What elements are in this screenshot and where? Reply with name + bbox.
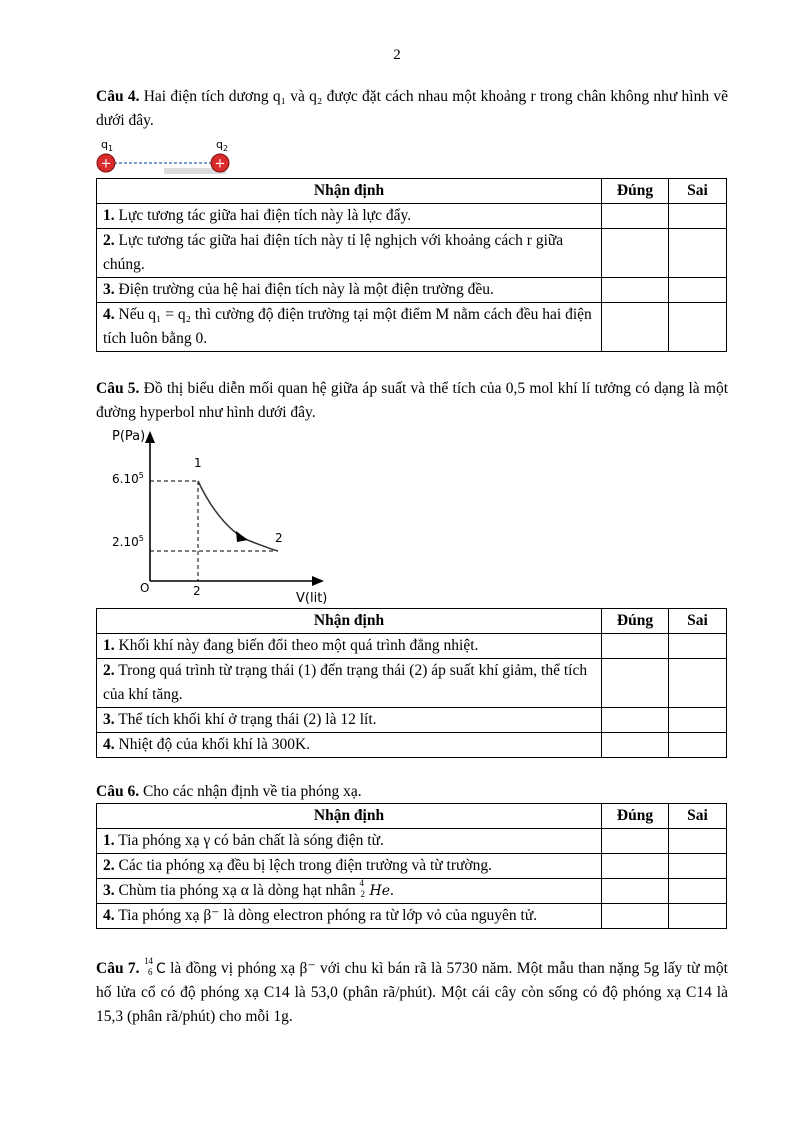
question-6-table (96, 803, 727, 929)
statement-cell: 4. Tia phóng xạ β⁻ là dòng electron phóng ra từ lớp vỏ của nguyên tử. (97, 904, 602, 929)
y-tick-high: 6.10$^5$ (112, 471, 144, 486)
question-7-label: Câu 7. (96, 960, 140, 977)
header-false: Sai (669, 179, 727, 204)
false-checkbox-cell[interactable] (669, 634, 727, 659)
false-checkbox-cell[interactable] (669, 659, 727, 708)
table-row (97, 708, 727, 733)
table-header-row (97, 804, 727, 829)
charge-q1-plus: + (100, 156, 112, 172)
question-6-body: Cho các nhận định về tia phóng xạ. (139, 783, 362, 800)
header-false: Sai (669, 804, 727, 829)
charge-q2-label: $q_2$ (216, 138, 229, 153)
statement-cell: 2. Các tia phóng xạ đều bị lệch trong điện trường và từ trường. (97, 854, 602, 879)
statement-cell: 4. Nhiệt độ của khối khí là 300K. (97, 733, 602, 758)
false-checkbox-cell[interactable] (669, 829, 727, 854)
statement-cell: 1. Lực tương tác giữa hai điện tích này là lực đẩy. (97, 204, 602, 229)
state-1-label: 1 (194, 456, 202, 470)
x-tick: 2 (193, 584, 201, 598)
table-row (97, 278, 727, 303)
false-checkbox-cell[interactable] (669, 229, 727, 278)
statement-cell: 1. Tia phóng xạ γ có bản chất là sóng điện từ. (97, 829, 602, 854)
header-statement: Nhận định (97, 609, 602, 634)
direction-arrow-icon (236, 531, 248, 542)
header-statement: Nhận định (97, 804, 602, 829)
table-row (97, 634, 727, 659)
question-4-label: Câu 4. (96, 88, 140, 105)
x-axis-arrow-icon (312, 576, 324, 586)
statement-cell: 1. Khối khí này đang biến đổi theo một quá trình đẳng nhiệt. (97, 634, 602, 659)
origin-label: O (140, 581, 150, 595)
question-4-text (96, 85, 728, 133)
true-checkbox-cell[interactable] (602, 278, 669, 303)
statement-cell: 4. Nếu q₁ = q₂ thì cường độ điện trường tại một điểm M nằm cách đều hai điện tích luôn bằng 0. (97, 303, 602, 352)
pv-graph (100, 425, 360, 607)
carbon-14-nuclide: 14 6 (143, 956, 153, 977)
table-row (97, 854, 727, 879)
table-row (97, 204, 727, 229)
question-6-text (96, 780, 728, 804)
false-checkbox-cell[interactable] (669, 278, 727, 303)
question-5-body: Đồ thị biểu diễn mối quan hệ giữa áp suất và thể tích của 0,5 mol khí lí tưởng có dạng là một đường hyperbol như hình dưới đây. (96, 380, 728, 421)
header-true: Đúng (602, 609, 669, 634)
y-tick-low: 2.10$^5$ (112, 534, 144, 549)
table-row (97, 303, 727, 352)
state-2-label: 2 (275, 531, 283, 545)
page-number: 2 (393, 47, 401, 63)
table-row (97, 879, 727, 904)
statement-cell: 2. Trong quá trình từ trạng thái (1) đến trạng thái (2) áp suất khí giảm, thể tích của khí tăng. (97, 659, 602, 708)
true-checkbox-cell[interactable] (602, 854, 669, 879)
question-7-text: Câu 7. 14 6 C là đồng vị phóng xạ β⁻ với chu kì bán rã là 5730 năm. Một mẫu than nặng 5g lấy từ một hố lửa cổ có độ phóng xạ C14 là 53,0 (phân rã/phút). Một cái cây còn sống có độ phóng xạ C14 là 15,3 (phân rã/phút) cho mỗi 1g. (96, 956, 728, 1025)
header-true: Đúng (602, 804, 669, 829)
header-statement: Nhận định (97, 179, 602, 204)
table-row (97, 904, 727, 929)
false-checkbox-cell[interactable] (669, 204, 727, 229)
y-axis-arrow-icon (145, 431, 155, 443)
true-checkbox-cell[interactable] (602, 634, 669, 659)
false-checkbox-cell[interactable] (669, 904, 727, 929)
false-checkbox-cell[interactable] (669, 708, 727, 733)
table-row (97, 733, 727, 758)
true-checkbox-cell[interactable] (602, 659, 669, 708)
question-4-body: Hai điện tích dương q₁ và q₂ được đặt cách nhau một khoảng r trong chân không như hình vẽ dưới đây. (96, 88, 728, 129)
header-false: Sai (669, 609, 727, 634)
true-checkbox-cell[interactable] (602, 733, 669, 758)
true-checkbox-cell[interactable] (602, 303, 669, 352)
table-header-row (97, 609, 727, 634)
true-checkbox-cell[interactable] (602, 708, 669, 733)
true-checkbox-cell[interactable] (602, 904, 669, 929)
y-axis-label: P(Pa) (112, 429, 146, 444)
question-7-body: là đồng vị phóng xạ β⁻ với chu kì bán rã là 5730 năm. Một mẫu than nặng 5g lấy từ một hố lửa cổ có độ phóng xạ C14 là 53,0 (phân rã/phút). Một cái cây còn sống có độ phóng xạ C14 là 15,3 (phân rã/phút) cho mỗi 1g. (96, 960, 728, 1025)
helium-nuclide: 4 2 (359, 878, 366, 899)
true-checkbox-cell[interactable] (602, 879, 669, 904)
statement-cell: 3. Chùm tia phóng xạ α là dòng hạt nhân 4 2 He. (97, 879, 602, 904)
false-checkbox-cell[interactable] (669, 733, 727, 758)
charge-q1-label: $q_1$ (101, 138, 114, 153)
true-checkbox-cell[interactable] (602, 229, 669, 278)
false-checkbox-cell[interactable] (669, 854, 727, 879)
table-row (97, 229, 727, 278)
statement-cell: 3. Điện trường của hệ hai điện tích này là một điện trường đều. (97, 278, 602, 303)
question-5-table (96, 608, 727, 758)
table-row (97, 829, 727, 854)
false-checkbox-cell[interactable] (669, 879, 727, 904)
statement-cell: 2. Lực tương tác giữa hai điện tích này tỉ lệ nghịch với khoảng cách r giữa chúng. (97, 229, 602, 278)
question-5-text (96, 377, 728, 425)
question-6-label: Câu 6. (96, 783, 140, 800)
question-4-table (96, 178, 727, 352)
table-row (97, 659, 727, 708)
false-checkbox-cell[interactable] (669, 303, 727, 352)
charge-q2-plus: + (214, 156, 226, 172)
header-true: Đúng (602, 179, 669, 204)
x-axis-label: V(lit) (296, 591, 328, 606)
question-5-label: Câu 5. (96, 380, 140, 397)
statement-cell: 3. Thể tích khối khí ở trạng thái (2) là 12 lít. (97, 708, 602, 733)
true-checkbox-cell[interactable] (602, 204, 669, 229)
charges-figure (92, 136, 242, 178)
table-header-row (97, 179, 727, 204)
true-checkbox-cell[interactable] (602, 829, 669, 854)
